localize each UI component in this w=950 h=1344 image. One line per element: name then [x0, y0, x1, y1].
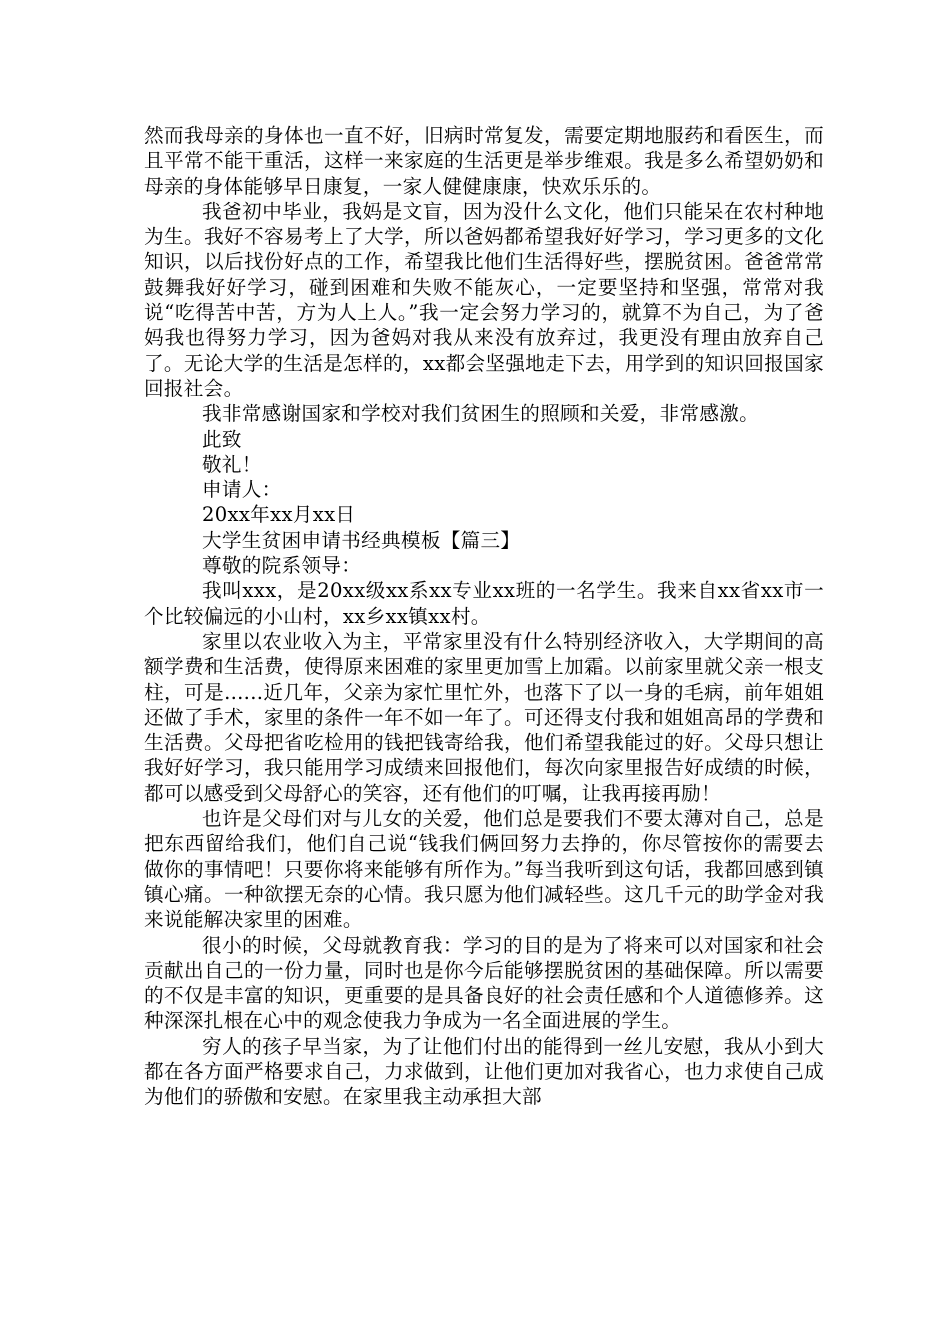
paragraph: 家里以农业收入为主，平常家里没有什么特别经济收入，大学期间的高额学费和生活费，使得原来困难的家里更加雪上加霜。以前家里就父亲一根支柱，可是......近几年，父亲为家忙里忙外，也落下了以一身的毛病，前年姐姐还做了手术，家里的条件一年不如一年了。可还得支付我和姐姐高昂的学费和生活费。父母把省吃检用的钱把钱寄给我，他们希望我能过的好。父母只想让我好好学习，我只能用学习成绩来回报他们，每次向家里报告好成绩的时候，都可以感受到父母舒心的笑容，还有他们的叮嘱，让我再接再励！ — [144, 629, 824, 805]
date-line: 20xx年xx月xx日 — [202, 503, 356, 527]
paragraph: 穷人的孩子早当家，为了让他们付出的能得到一丝儿安慰，我从小到大都在各方面严格要求自己，力求做到，让他们更加对我省心，也力求使自己成为他们的骄傲和安慰。在家里我主动承担大部 — [144, 1034, 824, 1109]
salutation-closing: 此致 — [202, 427, 242, 451]
paragraph: 很小的时候，父母就教育我：学习的目的是为了将来可以对国家和社会贡献出自己的一份力量，同时也是你今后能够摆脱贫困的基础保障。所以需要的不仅是丰富的知识，更重要的是具备良好的社会责任感和个人道德修养。这种深深扎根在心中的观念使我力争成为一名全面进展的学生。 — [144, 933, 824, 1033]
regards-line: 敬礼！ — [202, 452, 262, 476]
greeting-line: 尊敬的院系领导： — [202, 554, 362, 578]
applicant-label: 申请人： — [202, 478, 282, 502]
paragraph: 然而我母亲的身体也一直不好，旧病时常复发，需要定期地服药和看医生，而且平常不能干重活，这样一来家庭的生活更是举步维艰。我是多么希望奶奶和母亲的身体能够早日康复，一家人健健康康，快欢乐乐的。 — [144, 124, 824, 198]
paragraph: 我叫xxx，是20xx级xx系xx专业xx班的一名学生。我来自xx省xx市一个比较偏远的小山村，xx乡xx镇xx村。 — [144, 579, 824, 628]
section-heading: 大学生贫困申请书经典模板【篇三】 — [202, 528, 521, 552]
document-body — [144, 123, 824, 1110]
thanks-line: 我非常感谢国家和学校对我们贫困生的照顾和关爱，非常感激。 — [202, 402, 760, 426]
paragraph: 也许是父母们对与儿女的关爱，他们总是要我们不要太薄对自己，总是把东西留给我们，他们自己说“钱我们俩回努力去挣的，你尽管按你的需要去做你的事情吧！只要你将来能够有所作为。”每当我听到这句话，我都回感到镇镇心痛。一种欲摆无奈的心情。我只愿为他们减轻些。这几千元的助学金对我来说能解决家里的困难。 — [144, 807, 824, 932]
paragraph: 我爸初中毕业，我妈是文盲，因为没什么文化，他们只能呆在农村种地为生。我好不容易考上了大学，所以爸妈都希望我好好学习，学习更多的文化知识，以后找份好点的工作，希望我比他们生活得好些，摆脱贫困。爸爸常常鼓舞我好好学习，碰到困难和失败不能灰心，一定要坚持和坚强，常常对我说“吃得苦中苦，方为人上人。”我一定会努力学习的，就算不为自己，为了爸妈我也得努力学习，因为爸妈对我从来没有放弃过，我更没有理由放弃自己了。无论大学的生活是怎样的，xx都会坚强地走下去，用学到的知识回报国家回报社会。 — [144, 199, 824, 400]
